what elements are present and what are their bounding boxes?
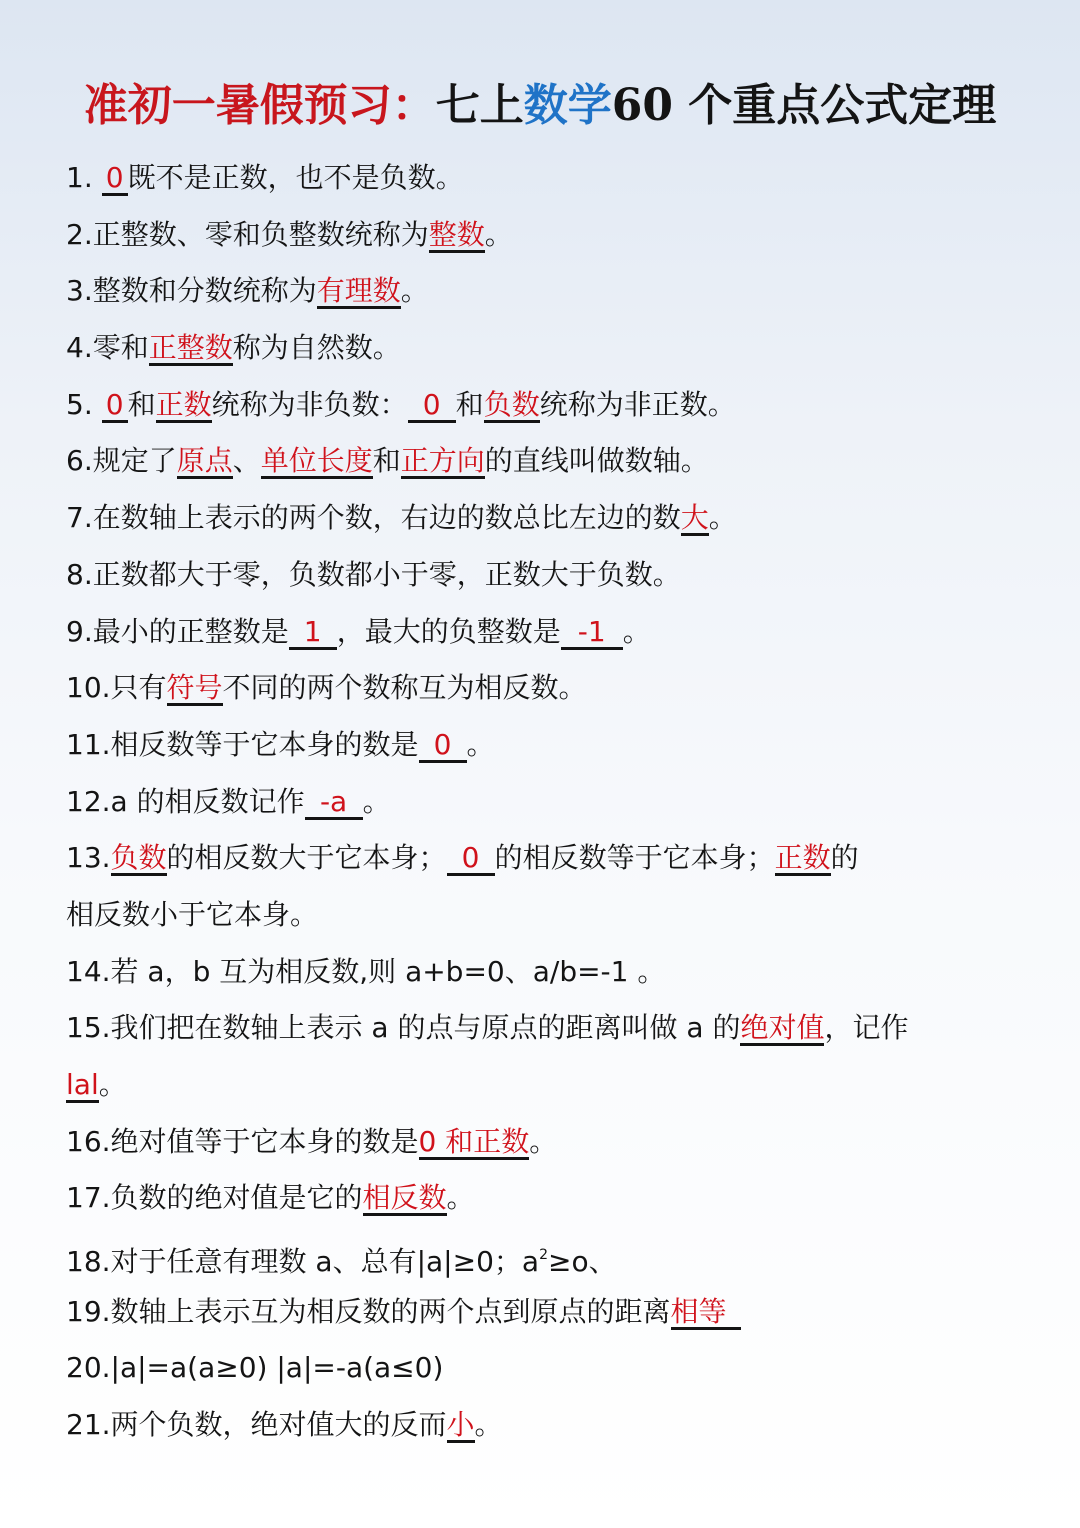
- list-item-18: [66, 1227, 1026, 1284]
- item-text: 。: [474, 1408, 503, 1442]
- item-text: 2.正整数、零和负整数统称为: [66, 217, 429, 251]
- list-item-1: [66, 150, 1026, 207]
- item-text: 。: [484, 217, 513, 251]
- item-text: 16.绝对值等于它本身的数是: [66, 1124, 419, 1158]
- answer-blank: 大: [680, 501, 709, 535]
- list-item-5: [66, 377, 1026, 434]
- answer-blank: 0: [102, 163, 128, 196]
- list-item-13: [66, 830, 1026, 887]
- item-text: 10.只有: [66, 671, 167, 705]
- title-part-3: 数学: [523, 80, 612, 131]
- item-text: 的直线叫做数轴。: [484, 444, 709, 478]
- item-text: 称为自然数。: [232, 331, 401, 365]
- item-text: 和: [127, 387, 156, 421]
- item-text: 的相反数等于它本身；: [494, 841, 775, 875]
- answer-blank: -a: [305, 787, 363, 820]
- formula-list: [66, 150, 1026, 1454]
- item-text: 。: [362, 784, 391, 818]
- list-item-16: [66, 1114, 1026, 1171]
- answer-blank: 符号: [166, 671, 223, 705]
- title-part-1: 准初一暑假预习：: [83, 80, 436, 131]
- list-item-3: [66, 263, 1026, 320]
- list-item-21: [66, 1397, 1026, 1454]
- answer-blank: 正数: [774, 841, 831, 875]
- item-text: 。: [622, 614, 651, 648]
- answer-blank: 小: [446, 1408, 475, 1442]
- item-text: 9.最小的正整数是: [66, 614, 289, 648]
- answer-blank: 0 和正数: [418, 1124, 530, 1158]
- item-text: 。: [400, 274, 429, 308]
- list-item-20: [66, 1340, 1026, 1397]
- item-text: 的相反数大于它本身；: [166, 841, 447, 875]
- item-text: 相反数小于它本身。: [66, 897, 319, 931]
- list-item-15: [66, 1000, 1026, 1057]
- list-item-8: [66, 547, 1026, 604]
- answer-blank: 0: [102, 390, 128, 423]
- answer-blank: 原点: [176, 444, 233, 478]
- list-item-15-continued: [66, 1057, 1026, 1114]
- list-item-13-continued: [66, 887, 1026, 944]
- item-text: 19.数轴上表示互为相反数的两个点到原点的距离: [66, 1294, 671, 1328]
- item-text: 3.整数和分数统称为: [66, 274, 317, 308]
- answer-blank: 负数: [483, 387, 540, 421]
- item-text: ≥o、: [547, 1245, 617, 1279]
- item-text: 的: [830, 841, 859, 875]
- item-text: 和: [372, 444, 401, 478]
- answer-blank: 0: [447, 843, 495, 876]
- answer-blank: 0: [419, 730, 467, 763]
- item-text: 既不是正数，也不是负数。: [127, 161, 464, 194]
- item-text: 8.正数都大于零，负数都小于零，正数大于负数。: [66, 557, 681, 591]
- item-text: 统称为非正数。: [539, 387, 736, 421]
- list-item-9: [66, 604, 1026, 661]
- answer-blank: 正整数: [148, 331, 233, 365]
- answer-blank: 1: [289, 617, 337, 650]
- title-part-4: 60 个重点公式定理: [611, 80, 997, 131]
- item-text: 不同的两个数称互为相反数。: [222, 671, 587, 705]
- item-text: 。: [529, 1124, 558, 1158]
- list-item-19: [66, 1284, 1026, 1341]
- item-text: 17.负数的绝对值是它的: [66, 1181, 363, 1215]
- item-text: 。: [98, 1068, 127, 1101]
- item-text: 、: [232, 444, 261, 478]
- list-item-10: [66, 660, 1026, 717]
- item-text: 统称为非负数：: [211, 387, 408, 421]
- list-item-12: [66, 774, 1026, 831]
- answer-blank: 整数: [428, 217, 485, 251]
- answer-blank: 正方向: [400, 444, 485, 478]
- list-item-7: [66, 490, 1026, 547]
- item-text: 6.规定了: [66, 444, 177, 478]
- title-part-2: 七上: [435, 80, 524, 131]
- item-text: 13.: [66, 841, 111, 875]
- item-text: 。: [446, 1181, 475, 1215]
- page-title: [0, 76, 1080, 136]
- superscript: 2: [539, 1247, 548, 1264]
- item-text: 7.在数轴上表示的两个数，右边的数总比左边的数: [66, 501, 681, 535]
- item-text: 11.相反数等于它本身的数是: [66, 727, 419, 761]
- list-item-17: [66, 1170, 1026, 1227]
- item-text: 5.: [66, 387, 102, 421]
- item-text: 1.: [66, 161, 102, 194]
- item-text: 21.两个负数，绝对值大的反而: [66, 1408, 447, 1442]
- item-text: 20.|a|=a(a≥0) |a|=-a(a≤0): [66, 1351, 444, 1385]
- list-item-2: [66, 207, 1026, 264]
- item-text: ，最大的负整数是: [336, 614, 561, 648]
- list-item-11: [66, 717, 1026, 774]
- item-text: ，记作: [824, 1011, 909, 1045]
- item-text: 14.若 a，b 互为相反数,则 a+b=0、a/b=-1 。: [66, 954, 666, 988]
- item-text: 。: [708, 501, 737, 535]
- answer-blank: 相等: [671, 1297, 741, 1330]
- item-text: 15.我们把在数轴上表示 a 的点与原点的距离叫做 a 的: [66, 1011, 741, 1045]
- item-text: 。: [466, 727, 495, 761]
- item-text: 和: [455, 387, 484, 421]
- item-text: 4.零和: [66, 331, 149, 365]
- list-item-6: [66, 433, 1026, 490]
- answer-blank: 相反数: [362, 1181, 447, 1215]
- answer-blank: 绝对值: [740, 1011, 825, 1045]
- list-item-4: [66, 320, 1026, 377]
- answer-blank: 正数: [155, 387, 212, 421]
- item-text: 18.对于任意有理数 a、总有|a|≥0；a: [66, 1245, 540, 1279]
- answer-blank: 单位长度: [260, 444, 373, 478]
- answer-blank: 负数: [110, 841, 167, 875]
- answer-blank: 有理数: [316, 274, 401, 308]
- answer-blank: -1: [561, 617, 623, 650]
- item-text: 12.a 的相反数记作: [66, 784, 305, 818]
- list-item-14: [66, 944, 1026, 1001]
- answer-blank: 0: [408, 390, 456, 423]
- answer-blank: lal: [66, 1068, 99, 1101]
